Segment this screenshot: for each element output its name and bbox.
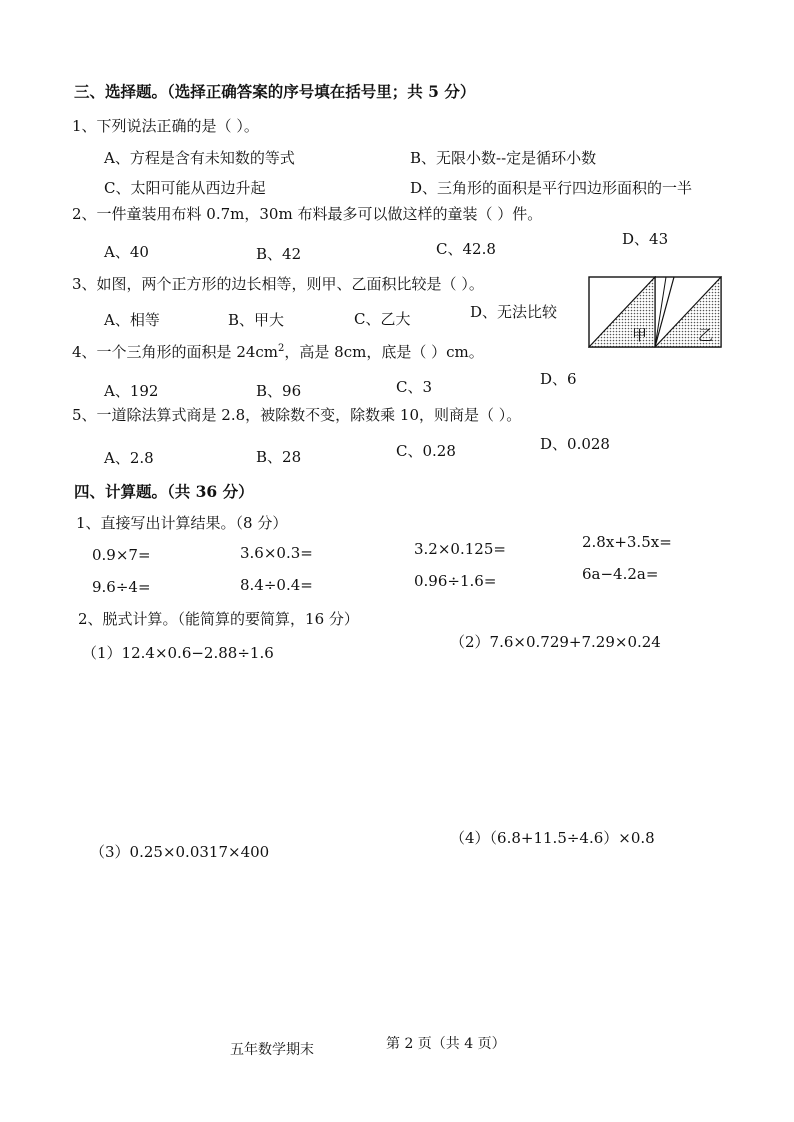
question-2-stem: 2、一件童装用布料 0.7m，30m 布料最多可以做这样的童装（ ）件。 — [72, 205, 543, 223]
q4-stem-after: ，高是 8cm，底是（ ）cm。 — [284, 343, 484, 361]
mental-calc-6: 8.4÷0.4= — [240, 576, 313, 594]
stepwise-calc-2: （2）7.6×0.729+7.29×0.24 — [450, 633, 661, 651]
q2-option-c: C、42.8 — [436, 240, 496, 258]
q3-option-a: A、相等 — [104, 311, 160, 329]
question-5-stem: 5、一道除法算式商是 2.8，被除数不变，除数乘 10，则商是（ ）。 — [72, 406, 522, 424]
section4-title: 四、计算题。（共 36 分） — [74, 482, 254, 501]
q1-option-d: D、三角形的面积是平行四边形面积的一半 — [410, 179, 693, 197]
q4-option-a: A、192 — [104, 382, 159, 400]
section3-title: 三、选择题。（选择正确答案的序号填在括号里；共 5 分） — [74, 82, 476, 101]
q2-option-d: D、43 — [622, 230, 669, 248]
two-squares-figure — [588, 276, 722, 348]
question-4-stem — [72, 342, 484, 362]
footer-page-number: 第 2 页（共 4 页） — [386, 1036, 506, 1052]
question-1-stem: 1、下列说法正确的是（ ）。 — [72, 117, 259, 135]
q1-option-b: B、无限小数--定是循环小数 — [410, 149, 597, 167]
mental-calc-3: 3.2×0.125= — [414, 540, 506, 558]
q4-stem-superscript: 2 — [278, 343, 285, 354]
q5-option-a: A、2.8 — [104, 449, 154, 467]
stepwise-calc-3: （3）0.25×0.0317×400 — [90, 843, 270, 861]
part1-title: 1、直接写出计算结果。（8 分） — [76, 514, 288, 532]
q3-option-c: C、乙大 — [354, 310, 411, 328]
footer-exam-name: 五年数学期末 — [230, 1042, 314, 1058]
q2-option-b: B、42 — [256, 245, 302, 263]
mental-calc-4: 2.8x+3.5x= — [582, 533, 672, 551]
mental-calc-8: 6a−4.2a= — [582, 565, 659, 583]
mental-calc-2: 3.6×0.3= — [240, 544, 313, 562]
part2-title: 2、脱式计算。（能简算的要简算，16 分） — [78, 610, 359, 628]
label-yi: 乙 — [698, 326, 714, 344]
label-jia: 甲 — [632, 326, 648, 344]
q3-option-b: B、甲大 — [228, 311, 285, 329]
stepwise-calc-1: （1）12.4×0.6−2.88÷1.6 — [82, 644, 274, 662]
mental-calc-5: 9.6÷4= — [92, 578, 151, 596]
q5-option-c: C、0.28 — [396, 442, 456, 460]
q5-option-b: B、28 — [256, 448, 302, 466]
q3-option-d: D、无法比较 — [470, 303, 558, 321]
stepwise-calc-4: （4）（6.8+11.5÷4.6）×0.8 — [450, 829, 655, 847]
mental-calc-7: 0.96÷1.6= — [414, 572, 497, 590]
q1-option-c: C、太阳可能从西边升起 — [104, 179, 266, 197]
q4-stem-before: 4、一个三角形的面积是 24cm — [72, 343, 279, 361]
q1-option-a: A、方程是含有未知数的等式 — [104, 149, 295, 167]
q2-option-a: A、40 — [104, 243, 149, 261]
question-3-stem: 3、如图，两个正方形的边长相等，则甲、乙面积比较是（ ）。 — [72, 275, 484, 293]
q4-option-c: C、3 — [396, 378, 433, 396]
q5-option-d: D、0.028 — [540, 435, 610, 453]
mental-calc-1: 0.9×7= — [92, 546, 151, 564]
q4-option-b: B、96 — [256, 382, 302, 400]
q4-option-d: D、6 — [540, 370, 577, 388]
